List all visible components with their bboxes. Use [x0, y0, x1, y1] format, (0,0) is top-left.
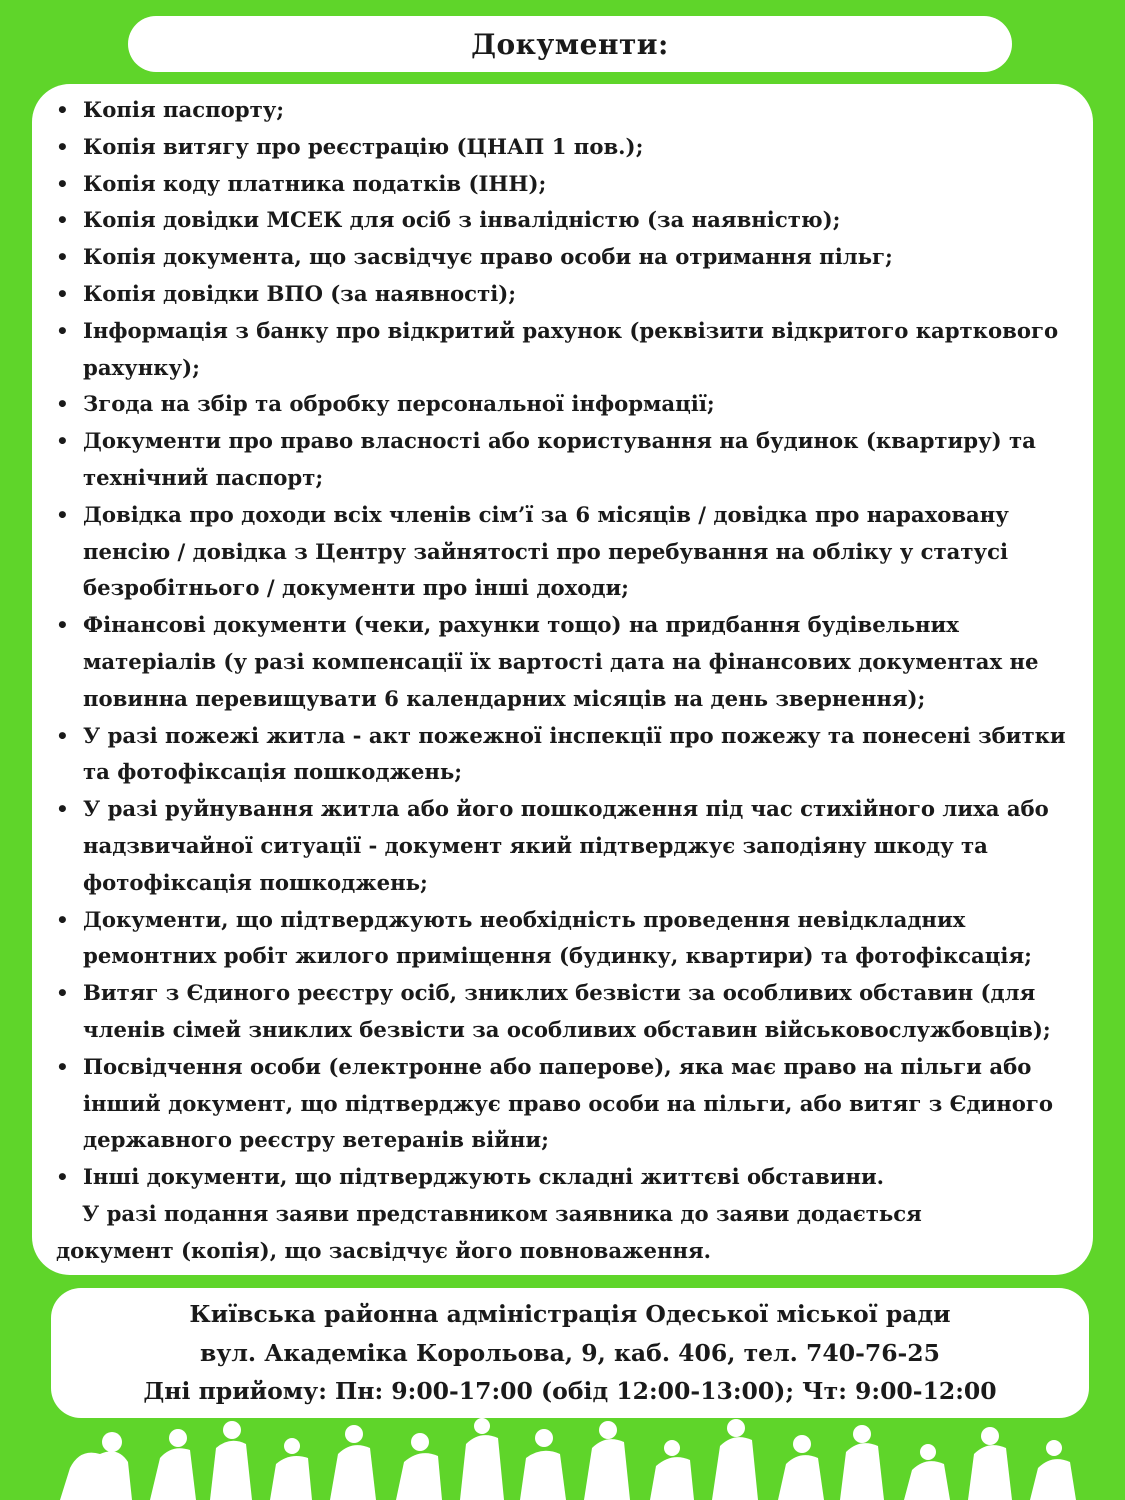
list-item [56, 607, 1079, 717]
list-item [56, 129, 1079, 166]
list-item-text: Інші документи, що підтверджують складні життєві обставини. [83, 1164, 885, 1190]
bullet-icon: • [56, 208, 69, 233]
list-item [56, 718, 1079, 792]
documents-panel [32, 84, 1093, 1275]
bullet-icon: • [56, 613, 69, 638]
list-item [56, 902, 1079, 976]
list-item-text: Посвідчення особи (електронне або паперове), яка має право на пільги або інший документ, що підтверджує право особи на пільги, або витяг з Єдиного державного реєстру ветеранів війни; [83, 1053, 1054, 1153]
list-item [56, 313, 1079, 387]
bullet-icon: • [56, 981, 69, 1006]
list-item [56, 975, 1079, 1049]
list-item-text: Копія документа, що засвідчує право особи на отримання пільг; [83, 244, 893, 270]
list-item-text: Копія довідки МСЕК для осіб з інвалідністю (за наявністю); [83, 207, 841, 233]
title-banner [128, 16, 1012, 72]
bullet-icon: • [56, 98, 69, 122]
list-item-text: Документи, що підтверджують необхідність проведення невідкладних ремонтних робіт жилого приміщення (будинку, квартири) та фотофіксація; [83, 906, 1032, 969]
list-item-text: Фінансові документи (чеки, рахунки тощо) на придбання будівельних матеріалів (у разі компенсації їх вартості дата на фінансових документах не повинна перевищувати 6 календарних місяців на день звернення); [83, 612, 1039, 711]
list-item [56, 1159, 1079, 1196]
list-item [56, 202, 1079, 239]
bullet-icon: • [56, 429, 69, 454]
bullet-icon: • [56, 134, 69, 159]
list-item-text: Документи про право власності або користування на будинок (квартиру) та технічний паспорт; [83, 428, 1036, 490]
list-item-text: Інформація з банку про відкритий рахунок (реквізити відкритого карткового рахунку); [83, 317, 1059, 380]
list-item-text: Витяг з Єдиного реєстру осіб, зниклих безвісти за особливих обставин (для членів сімей зниклих безвісти за особливих обставин військовослужбовців); [83, 980, 1051, 1042]
bullet-icon: • [56, 723, 69, 748]
address-line: вул. Академіка Корольова, 9, каб. 406, тел. 740-76-25 [199, 1338, 941, 1367]
list-item-text: Копія витягу про реєстрацію (ЦНАП 1 пов.); [83, 133, 644, 159]
reception-hours: Дні прийому: Пн: 9:00-17:00 (обід 12:00-13:00); Чт: 9:00-12:00 [143, 1377, 997, 1406]
bullet-icon: • [56, 318, 69, 343]
bullet-icon: • [56, 392, 69, 417]
bullet-icon: • [56, 797, 69, 822]
list-item-text: Згода на збір та обробку персональної інформації; [83, 391, 715, 417]
documents-list [56, 92, 1079, 1196]
list-item [56, 239, 1079, 276]
bullet-icon: • [56, 281, 69, 306]
list-item-text: У разі руйнування житла або його пошкодження під час стихійного лиха або надзвичайної ситуації - документ який підтверджує заподіяну шкоду та фотофіксація пошкоджень; [83, 796, 1049, 895]
people-silhouettes-decoration [0, 1418, 1125, 1500]
list-item [56, 276, 1079, 313]
organization-name: Київська районна адміністрація Одеської міської ради [189, 1300, 951, 1329]
list-item [56, 423, 1079, 497]
list-item [56, 166, 1079, 203]
list-item [56, 1049, 1079, 1159]
list-item [56, 386, 1079, 423]
bullet-icon: • [56, 245, 69, 270]
list-item-text: Копія коду платника податків (ІНН); [83, 170, 547, 196]
list-item [56, 791, 1079, 901]
bullet-icon: • [56, 502, 69, 527]
list-item-text: У разі пожежі житла - акт пожежної інспекції про пожежу та понесені збитки та фотофіксація пошкоджень; [83, 722, 1066, 785]
representative-note: У разі подання заяви представником заявника до заяви додається документ (копія), що засвідчує його повноваження. [56, 1200, 922, 1263]
contact-panel [51, 1288, 1089, 1418]
page-title: Документи: [471, 27, 669, 61]
bullet-icon: • [56, 1054, 69, 1079]
list-item-text: Копія довідки ВПО (за наявності); [83, 280, 517, 306]
bullet-icon: • [56, 1165, 69, 1190]
list-item-text: Копія паспорту; [83, 97, 285, 122]
bullet-icon: • [56, 171, 69, 196]
bullet-icon: • [56, 907, 69, 932]
list-item [56, 497, 1079, 607]
list-item-text: Довідка про доходи всіх членів сім’ї за 6 місяців / довідка про нараховану пенсію / довідка з Центру зайнятості про перебування на обліку у статусі безробітнього / документи про інші доходи; [83, 501, 1009, 601]
list-item [56, 92, 1079, 129]
